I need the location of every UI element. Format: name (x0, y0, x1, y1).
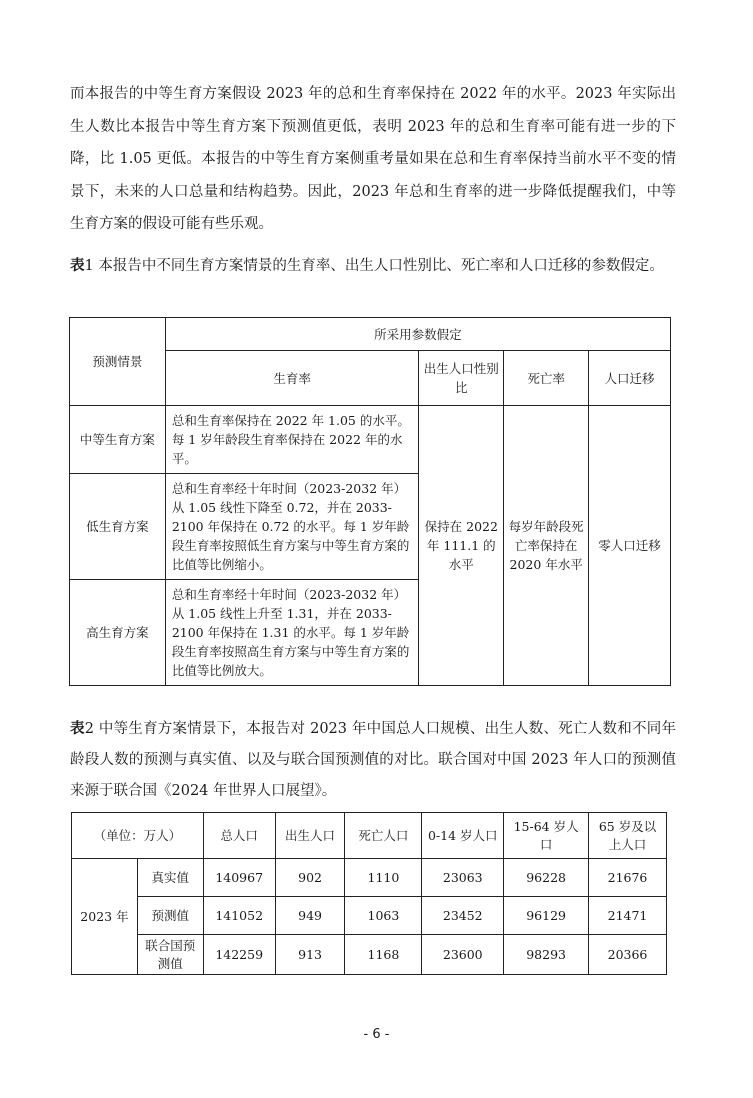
scenario-low: 低生育方案 (70, 474, 166, 580)
header-scenario: 预测情景 (70, 318, 166, 406)
cell: 23063 (422, 859, 504, 897)
fertility-medium: 总和生育率保持在 2022 年 1.05 的水平。每 1 岁年龄段生育率保持在 2022 年的水平。 (165, 406, 419, 474)
table-row (72, 935, 667, 975)
population-comparison-table (71, 812, 667, 975)
row-label: 联合国预测值 (137, 935, 203, 975)
cell: 1063 (345, 897, 422, 935)
cell: 21471 (589, 897, 667, 935)
header-mortality: 死亡率 (504, 351, 589, 406)
migration-value: 零人口迁移 (589, 406, 671, 686)
col-age-15-64: 15-64 岁人口 (504, 813, 589, 859)
header-migration: 人口迁移 (589, 351, 671, 406)
fertility-high: 总和生育率经十年时间（2023-2032 年）从 1.05 线性上升至 1.31，并在 2033-2100 年保持在 1.31 的水平。每 1 岁年龄段生育率按照高生育方案与中等生育方案的比值等比例放大。 (165, 580, 419, 686)
table2-caption (70, 714, 676, 807)
scenario-medium: 中等生育方案 (70, 406, 166, 474)
cell: 23600 (422, 935, 504, 975)
header-sex-ratio: 出生人口性别比 (419, 351, 504, 406)
page-number: - 6 - (363, 1027, 390, 1042)
table1-caption-label: 表 (70, 258, 85, 274)
row-label: 预测值 (137, 897, 203, 935)
mortality-value: 每岁年龄段死亡率保持在 2020 年水平 (504, 406, 589, 686)
table-row (72, 859, 667, 897)
cell: 96228 (504, 859, 589, 897)
cell: 98293 (504, 935, 589, 975)
intro-paragraph: 而本报告的中等生育方案假设 2023 年的总和生育率保持在 2022 年的水平。2023 年实际出生人数比本报告中等生育方案下预测值更低，表明 2023 年的总和生育率可能有进一步的下降，比 1.05 更低。本报告的中等生育方案侧重考量如果在总和生育率保持当前水平不变的情景下，未来的人口总量和结构趋势。因此，2023 年总和生育率的进一步降低提醒我们，中等生育方案的假设可能有些乐观。 (70, 86, 676, 232)
col-age-65-plus: 65 岁及以上人口 (589, 813, 667, 859)
header-fertility: 生育率 (165, 351, 419, 406)
scenario-high: 高生育方案 (70, 580, 166, 686)
unit-header: （单位：万人） (72, 813, 204, 859)
table-row (70, 406, 671, 474)
row-label: 真实值 (137, 859, 203, 897)
cell: 21676 (589, 859, 667, 897)
fertility-low: 总和生育率经十年时间（2023-2032 年）从 1.05 线性下降至 0.72，并在 2033-2100 年保持在 0.72 的水平。每 1 岁年龄段生育率按照低生育方案与中等生育方案的比值等比例缩小。 (165, 474, 419, 580)
cell: 142259 (203, 935, 275, 975)
col-deaths: 死亡人口 (345, 813, 422, 859)
col-total: 总人口 (203, 813, 275, 859)
year-label: 2023 年 (72, 859, 138, 975)
table2-caption-label: 表 (70, 721, 85, 737)
sex-ratio-value: 保持在 2022 年 111.1 的水平 (419, 406, 504, 686)
cell: 141052 (203, 897, 275, 935)
table-row (72, 897, 667, 935)
col-births: 出生人口 (275, 813, 345, 859)
parameter-assumptions-table (69, 317, 671, 686)
header-params: 所采用参数假定 (165, 318, 670, 351)
cell: 913 (275, 935, 345, 975)
cell: 20366 (589, 935, 667, 975)
cell: 1168 (345, 935, 422, 975)
col-age-0-14: 0-14 岁人口 (422, 813, 504, 859)
cell: 23452 (422, 897, 504, 935)
cell: 140967 (203, 859, 275, 897)
table1-caption (70, 251, 676, 282)
table1-caption-text: 1 本报告中不同生育方案情景的生育率、出生人口性别比、死亡率和人口迁移的参数假定。 (84, 258, 664, 274)
cell: 902 (275, 859, 345, 897)
cell: 949 (275, 897, 345, 935)
cell: 96129 (504, 897, 589, 935)
table2-caption-text: 2 中等生育方案情景下，本报告对 2023 年中国总人口规模、出生人数、死亡人数和不同年龄段人数的预测与真实值、以及与联合国预测值的对比。联合国对中国 2023 年人口的预测值来源于联合国《2024 年世界人口展望》。 (70, 721, 677, 799)
cell: 1110 (345, 859, 422, 897)
